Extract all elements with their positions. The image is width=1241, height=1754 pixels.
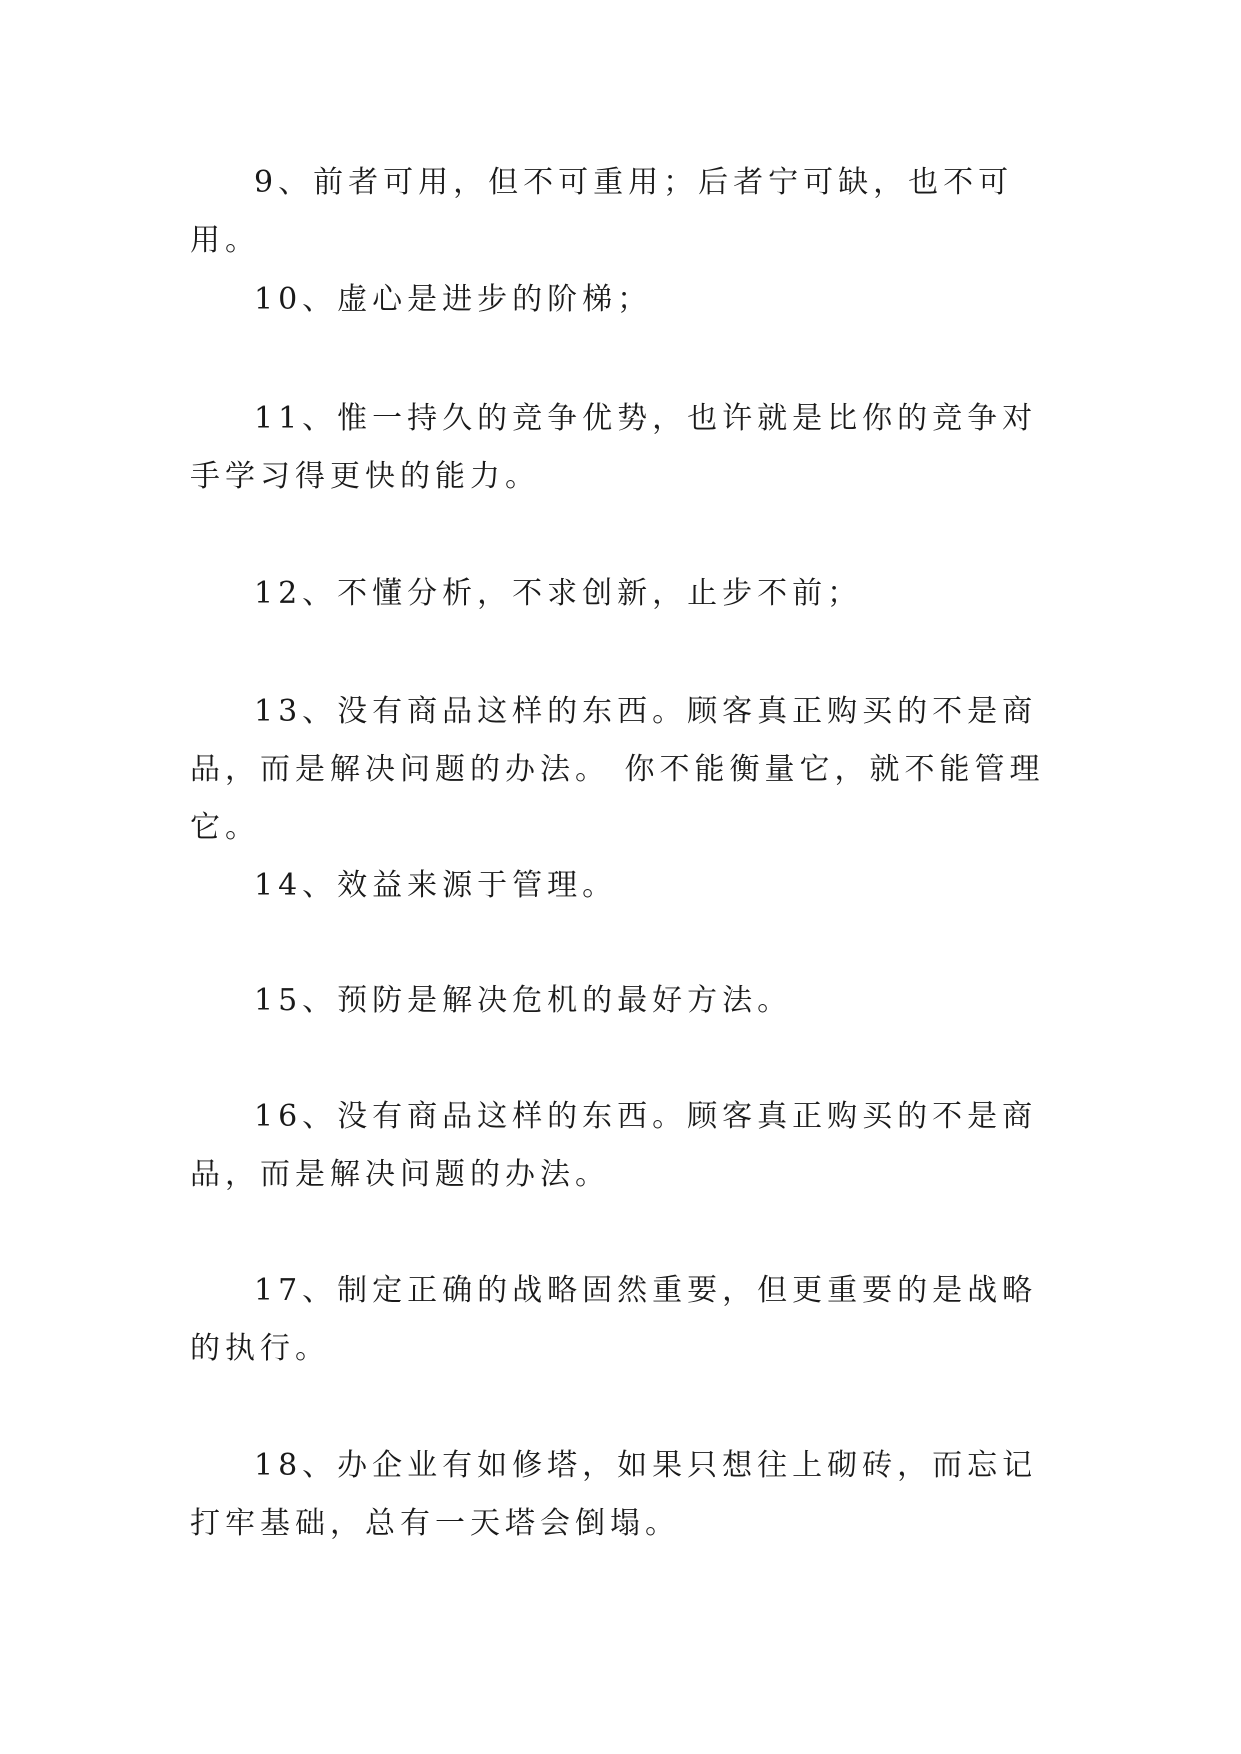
paragraph-item-15: 15、预防是解决危机的最好方法。: [254, 983, 793, 1018]
paragraph-item-11: 11、惟一持久的竞争优势，也许就是比你的竞争对手学习得更快的能力。: [190, 401, 1038, 494]
paragraph-item-17: 17、制定正确的战略固然重要，但更重要的是战略的执行。: [190, 1273, 1038, 1366]
paragraph-item-13: 13、没有商品这样的东西。顾客真正购买的不是商品，而是解决问题的办法。 你不能衡量它，就不能管理它。: [190, 694, 1045, 845]
paragraph-item-18: 18、办企业有如修塔，如果只想往上砌砖，而忘记打牢基础，总有一天塔会倒塌。: [190, 1448, 1038, 1541]
paragraph-item-12: 12、不懂分析，不求创新，止步不前；: [254, 576, 863, 611]
paragraph-item-9: 9、前者可用，但不可重用；后者宁可缺，也不可用。: [190, 165, 1014, 258]
paragraph-item-14: 14、效益来源于管理。: [254, 868, 618, 903]
paragraph-item-10: 10、虚心是进步的阶梯；: [254, 282, 653, 317]
paragraph-item-16: 16、没有商品这样的东西。顾客真正购买的不是商品，而是解决问题的办法。: [190, 1099, 1038, 1192]
